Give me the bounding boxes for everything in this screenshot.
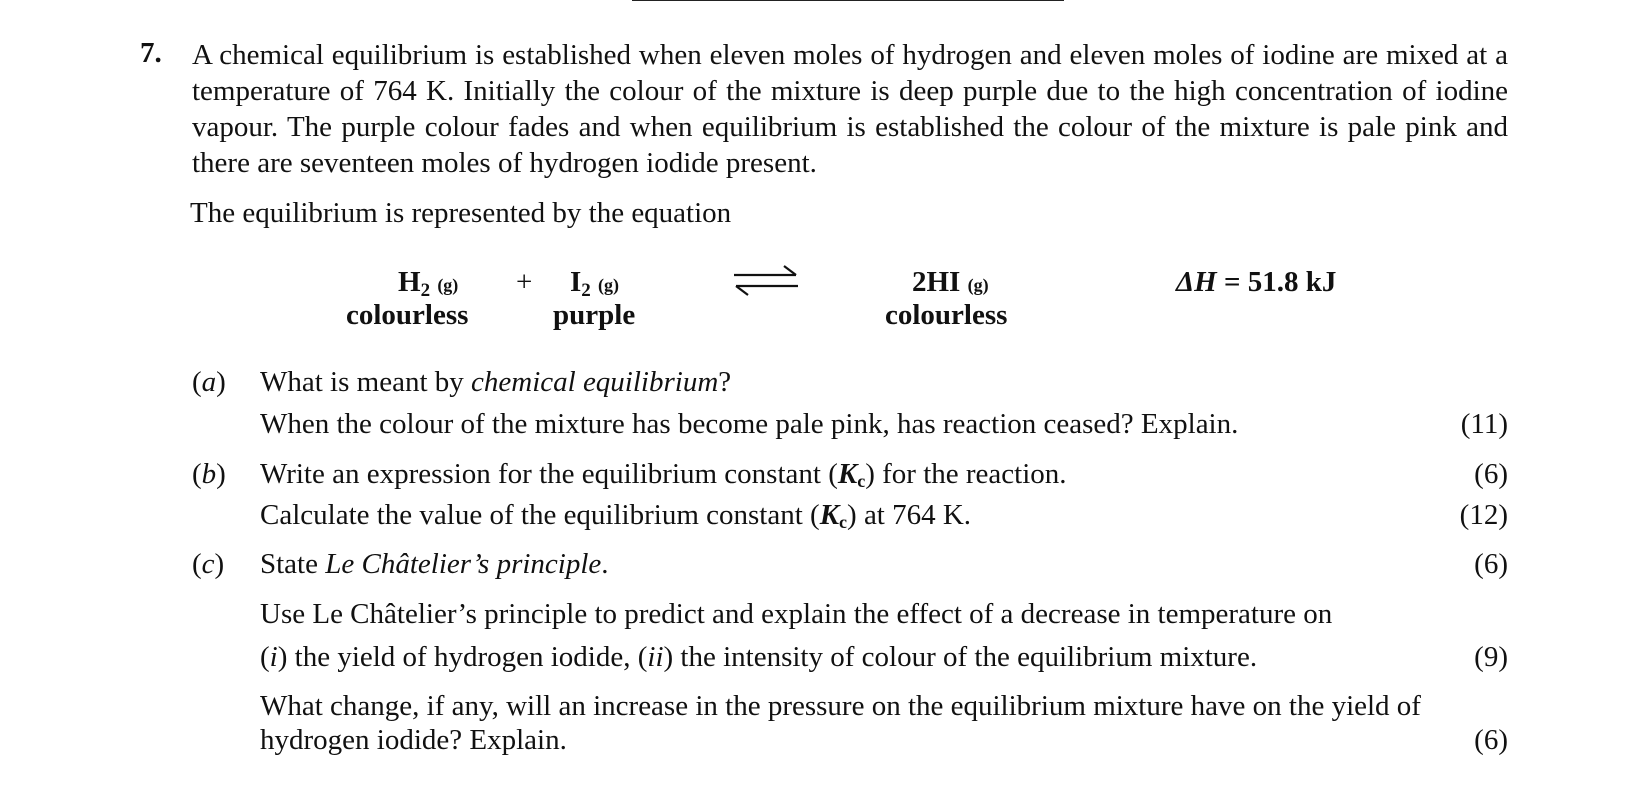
product-symbol: 2HI xyxy=(912,266,961,298)
enthalpy-change xyxy=(1176,266,1336,298)
product-colour: colourless xyxy=(885,299,1008,331)
equation-lead: The equilibrium is represented by the equation xyxy=(190,197,732,229)
part-a-label: (a) xyxy=(192,366,226,398)
part-a-question-1: What is meant by chemical equilibrium? xyxy=(260,366,732,398)
part-c-question-4: What change, if any, will an increase in the pressure on the equilibrium mixture have on the yield of xyxy=(260,690,1421,722)
product-hydrogen-iodide xyxy=(912,266,989,301)
part-c-question-1: State Le Châtelier’s principle. xyxy=(260,548,609,580)
reactant-hydrogen-subscript: 2 xyxy=(420,280,431,301)
reactant-hydrogen-colour: colourless xyxy=(346,299,469,331)
reactant-iodine-subscript: 2 xyxy=(581,280,591,301)
part-c-question-2: Use Le Châtelier’s principle to predict and explain the effect of a decrease in temperature on xyxy=(260,598,1333,630)
product-state: (g) xyxy=(967,275,989,295)
part-a-question-2: When the colour of the mixture has become pale pink, has reaction ceased? Explain. xyxy=(260,408,1239,440)
equilibrium-arrow-icon xyxy=(732,264,800,298)
part-a-marks: (11) xyxy=(1460,408,1508,440)
part-c-marks-1: (6) xyxy=(1474,548,1508,580)
part-c-question-3: (i) the yield of hydrogen iodide, (ii) the intensity of colour of the equilibrium mixture. xyxy=(260,641,1258,673)
plus-sign: + xyxy=(516,266,533,298)
part-b-label: (b) xyxy=(192,458,226,490)
question-number: 7. xyxy=(140,37,162,69)
part-b-marks-1: (6) xyxy=(1474,458,1508,490)
part-c-label: (c) xyxy=(192,548,225,580)
reactant-hydrogen-symbol: H xyxy=(398,266,421,298)
question-intro: A chemical equilibrium is established when eleven moles of hydrogen and eleven moles of iodine are mixed at a temperature of 764 K. Initially the colour of the mixture is deep purple due to the high concentration of iodine vapour. The purple colour fades and when equilibrium is established the colour of the mixture is pale pink and there are seventeen moles of hydrogen iodide present. xyxy=(192,39,1508,179)
reactant-hydrogen-state: (g) xyxy=(437,275,459,295)
part-b-question-2: Calculate the value of the equilibrium constant (Kc) at 764 K. xyxy=(260,499,972,532)
enthalpy-value: = 51.8 kJ xyxy=(1216,266,1337,298)
part-b-marks-2: (12) xyxy=(1459,499,1508,531)
part-c-question-5: hydrogen iodide? Explain. xyxy=(260,724,567,756)
part-c-marks-5: (6) xyxy=(1474,724,1508,756)
reactant-iodine-colour: purple xyxy=(553,299,636,331)
reactant-iodine-state: (g) xyxy=(598,275,620,295)
reactant-iodine-symbol: I xyxy=(570,266,582,298)
enthalpy-symbol: ΔH xyxy=(1176,266,1217,298)
top-rule xyxy=(632,0,1064,1)
part-c-marks-3: (9) xyxy=(1474,641,1508,673)
part-b-question-1: Write an expression for the equilibrium constant (Kc) for the reaction. xyxy=(260,458,1067,491)
